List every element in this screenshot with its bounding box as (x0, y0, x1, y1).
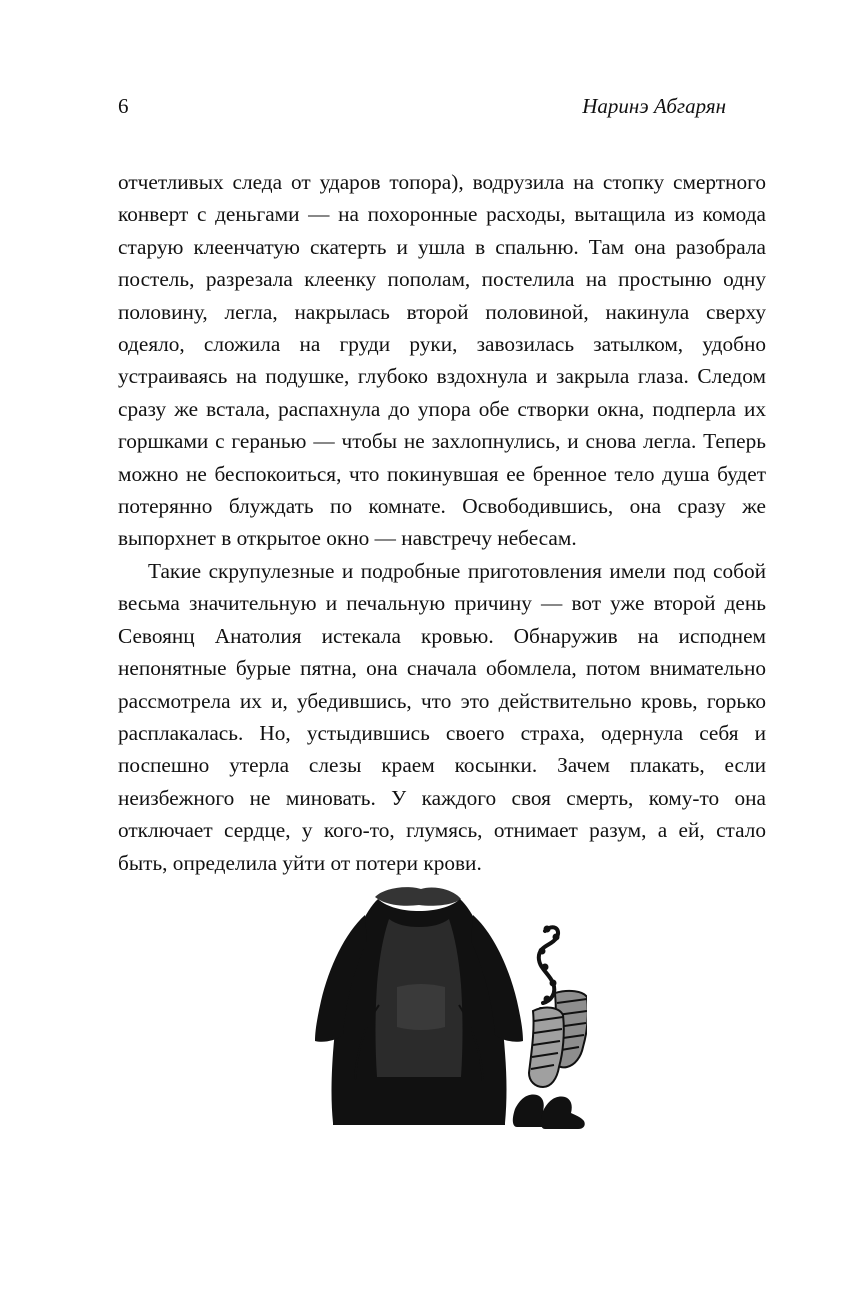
shoes-illustration (513, 1095, 585, 1129)
page-number: 6 (118, 94, 129, 118)
paragraph-2: Такие скрупулезные и подробные приготовления имели под собой весьма значительную и печальную причину — вот уже второй день Севоянц Анатолия истекала кровью. Обнаружив на исподнем непонятные бурые пятна, она сначала обомлела, потом внимательно рассмотрела их и, убедившись, что это действительно кровь, горько расплакалась. Но, устыдившись своего страха, одернула себя и поспешно утерла слезы краем косынки. Зачем плакать, если неизбежного не миновать. У каждого своя смерть, кому-то она отключает сердце, у кого-то, глумясь, отнимает разум, а ей, стало быть, определила уйти от потери крови. (118, 558, 766, 875)
illustration (0, 860, 844, 1180)
running-title: Наринэ Абгарян (582, 94, 726, 118)
paragraph-1: отчетливых следа от ударов топора), водрузила на стопку смертного конверт с деньгами — на похоронные расходы, вытащила из комода старую клеенчатую скатерть и ушла в спальню. Там она разобрала постель, разрезала клеенку пополам, постелила на простыню одну половину, легла, накрылась второй половиной, накинула сверху одеяло, сложила на груди руки, завозилась затылком, удобно устраиваясь на подушке, глубоко вздохнула и закрыла глаза. Следом сразу же встала, распахнула до упора обе створки окна, подперла их горшками с геранью — чтобы не захлопнулись, и снова легла. Теперь можно не беспокоиться, что покинувшая ее бренное тело душа будет потерянно блуждать по комнате. Освободившись, она сразу же выпорхнет в открытое окно — навстречу небесам. (118, 170, 766, 551)
body-text (118, 166, 766, 879)
dress-figure (315, 887, 523, 1125)
illustration-graphic (257, 875, 587, 1165)
socks-illustration (529, 991, 587, 1087)
page-header (118, 96, 726, 122)
